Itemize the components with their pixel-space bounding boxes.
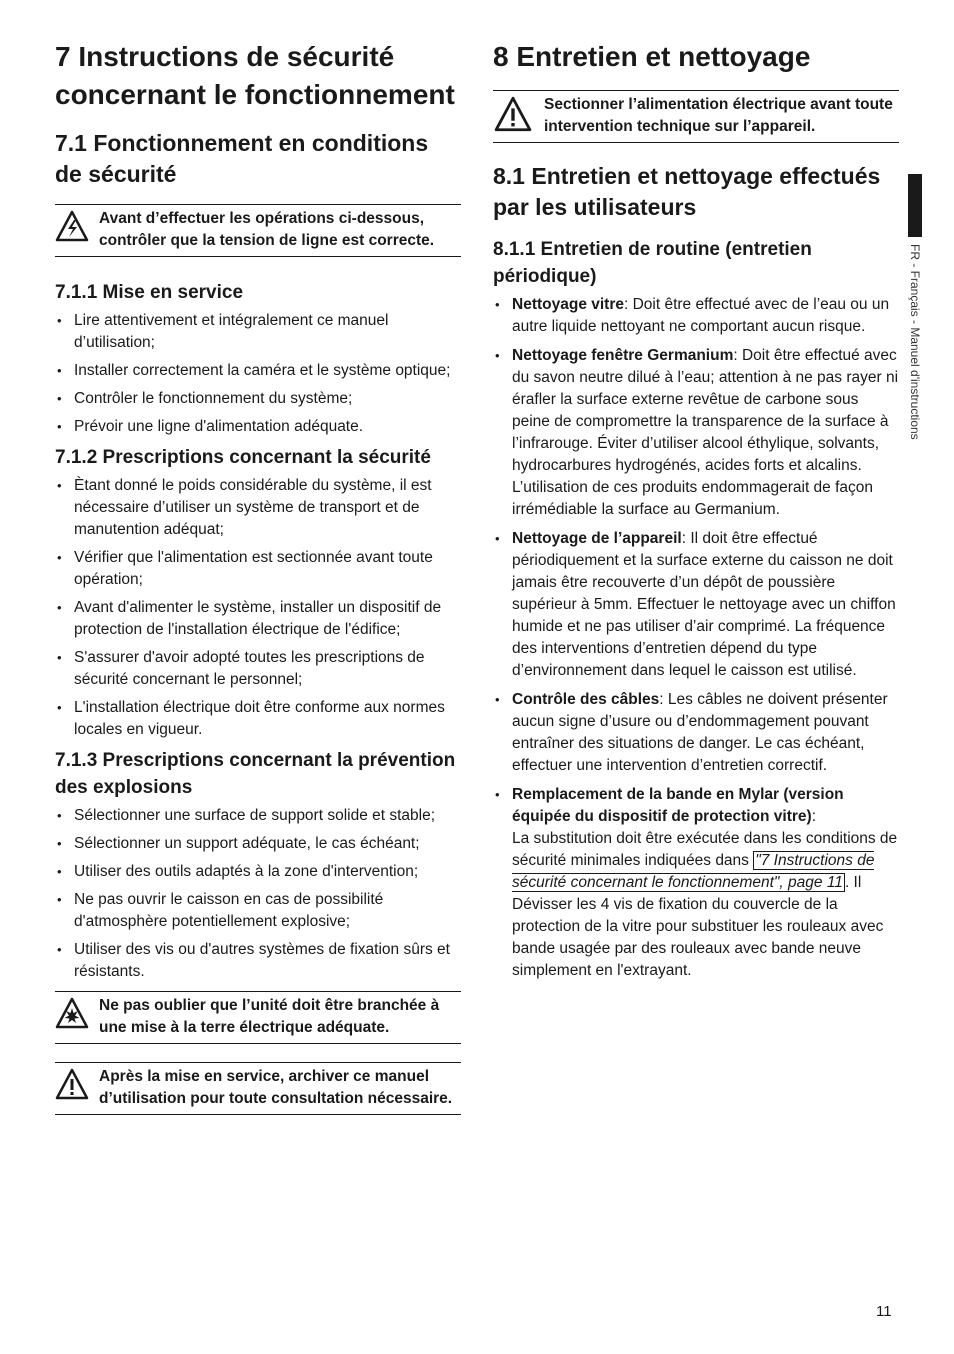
list-item: • Vérifier que l'alimentation est sectionnée avant toute opération; [55, 547, 461, 591]
item-title: Nettoyage fenêtre Germanium [512, 347, 734, 364]
cross-reference-link[interactable]: "7 Instructions de sécurité concernant le fonctionnement", page 11 [512, 852, 875, 891]
warning-text: Ne pas oublier que l’unité doit être branchée à une mise à la terre électrique adéquate. [99, 997, 440, 1036]
item-title: Nettoyage vitre [512, 296, 624, 313]
warning-text: Avant d’effectuer les opérations ci-dessous, contrôler que la tension de ligne est correcte. [99, 210, 435, 249]
item-text: La substitution doit être exécutée dans les conditions de sécurité minimales indiquées dans [512, 830, 898, 869]
warning-icon [493, 94, 537, 137]
list-item: • Utiliser des vis ou d'autres systèmes de fixation sûrs et résistants. [55, 939, 461, 983]
list-item: • Prévoir une ligne d'alimentation adéquate. [55, 416, 461, 438]
warning-text: Sectionner l’alimentation électrique avant toute intervention technique sur l’appareil. [544, 96, 893, 135]
list-item: • L'installation électrique doit être conforme aux normes locales en vigueur. [55, 697, 461, 741]
warning-power [493, 90, 899, 143]
heading-7-1-3: 7.1.3 Prescriptions concernant la prévention des explosions [55, 750, 456, 798]
list-item [493, 784, 899, 982]
warning-text: Après la mise en service, archiver ce manuel d’utilisation pour toute consultation nécessaire. [99, 1068, 453, 1107]
list-item: • Ètant donné le poids considérable du système, il est nécessaire d’utiliser un système de transport et de manutention adéquat; [55, 475, 461, 541]
warning-icon [55, 1066, 99, 1105]
list-entretien [493, 294, 899, 982]
item-text: : Il doit être effectué périodiquement et la surface externe du caisson ne doit jamais être recouverte d’un dépôt de poussière supérieur à 5mm. Effectuer le nettoyage avec un chiffon humide et ne pas utiliser d’air comprimé. La fréquence des interventions d’entretien dépend du type d’environnement dans lequel le caisson est utilisé. [512, 530, 896, 679]
list-item: • Contrôler le fonctionnement du système; [55, 388, 461, 410]
list-item: • Sélectionner une surface de support solide et stable; [55, 805, 461, 827]
warning-archive [55, 1062, 461, 1115]
list-prescriptions-securite [55, 475, 461, 741]
list-prevention-explosions [55, 805, 461, 983]
electric-hazard-icon [55, 208, 99, 247]
list-item: • Ne pas ouvrir le caisson en cas de possibilité d'atmosphère potentiellement explosive; [55, 889, 461, 933]
side-label: FR - Français - Manuel d'instructions [908, 244, 922, 440]
list-item [493, 294, 899, 338]
item-title: Nettoyage de l’appareil [512, 530, 682, 547]
item-colon: : [811, 808, 817, 825]
warning-voltage [55, 204, 461, 257]
explosion-hazard-icon [55, 995, 99, 1034]
list-item [493, 689, 899, 777]
list-item [493, 528, 899, 682]
list-mise-en-service [55, 310, 461, 438]
page-number: 11 [876, 1303, 892, 1320]
heading-8: 8 Entretien et nettoyage [493, 41, 811, 72]
right-column [493, 38, 899, 989]
heading-8-1-1: 8.1.1 Entretien de routine (entretien périodique) [493, 239, 812, 287]
item-text: : Les câbles ne doivent présenter aucun signe d’usure ou d’endommagement pouvant entraîner des situations de danger. Le cas échéant, effectuer une intervention d’entretien correctif. [512, 691, 888, 774]
item-title: Contrôle des câbles [512, 691, 660, 708]
list-item: • S'assurer d'avoir adopté toutes les prescriptions de sécurité concernant le personnel; [55, 647, 461, 691]
side-tab-marker [908, 174, 922, 237]
heading-8-1: 8.1 Entretien et nettoyage effectués par les utilisateurs [493, 163, 881, 220]
heading-7-1: 7.1 Fonctionnement en conditions de sécurité [55, 130, 429, 187]
list-item: • Avant d'alimenter le système, installer un dispositif de protection de l'installation électrique de l'édifice; [55, 597, 461, 641]
heading-7-1-1: 7.1.1 Mise en service [55, 282, 244, 303]
left-column [55, 38, 461, 1115]
list-item: • Lire attentivement et intégralement ce manuel d’utilisation; [55, 310, 461, 354]
list-item: • Sélectionner un support adéquate, le cas échéant; [55, 833, 461, 855]
item-text: : Doit être effectué avec du savon neutre dilué à l’eau; attention à ne pas rayer ni érafler la surface externe revêtue de carbone sous peine de compromettre la transparence de la surface à l’infrarouge. Éviter d’utiliser alcool éthylique, solvants, hydrocarbures hydrogénés, acides forts et alcalins. L’utilisation de ces produits endommagerait de façon irrémédiable la surface au Germanium. [512, 347, 899, 518]
list-item: • Utiliser des outils adaptés à la zone d'intervention; [55, 861, 461, 883]
item-text: . Il Dévisser les 4 vis de fixation du couvercle de la protection de la vitre pour substituer les rouleaux avec bande usagée par des rouleaux avec bande neuve simplement en l'extrayant. [512, 874, 884, 979]
item-text: : Doit être effectué avec de l’eau ou un autre liquide nettoyant ne comportant aucun risque. [512, 296, 890, 335]
heading-7: 7 Instructions de sécurité concernant le fonctionnement [55, 41, 455, 110]
warning-ground [55, 991, 461, 1044]
heading-7-1-2: 7.1.2 Prescriptions concernant la sécurité [55, 447, 431, 468]
list-item [493, 345, 899, 521]
list-item: • Installer correctement la caméra et le système optique; [55, 360, 461, 382]
item-title: Remplacement de la bande en Mylar (version équipée du dispositif de protection vitre) [512, 786, 844, 825]
